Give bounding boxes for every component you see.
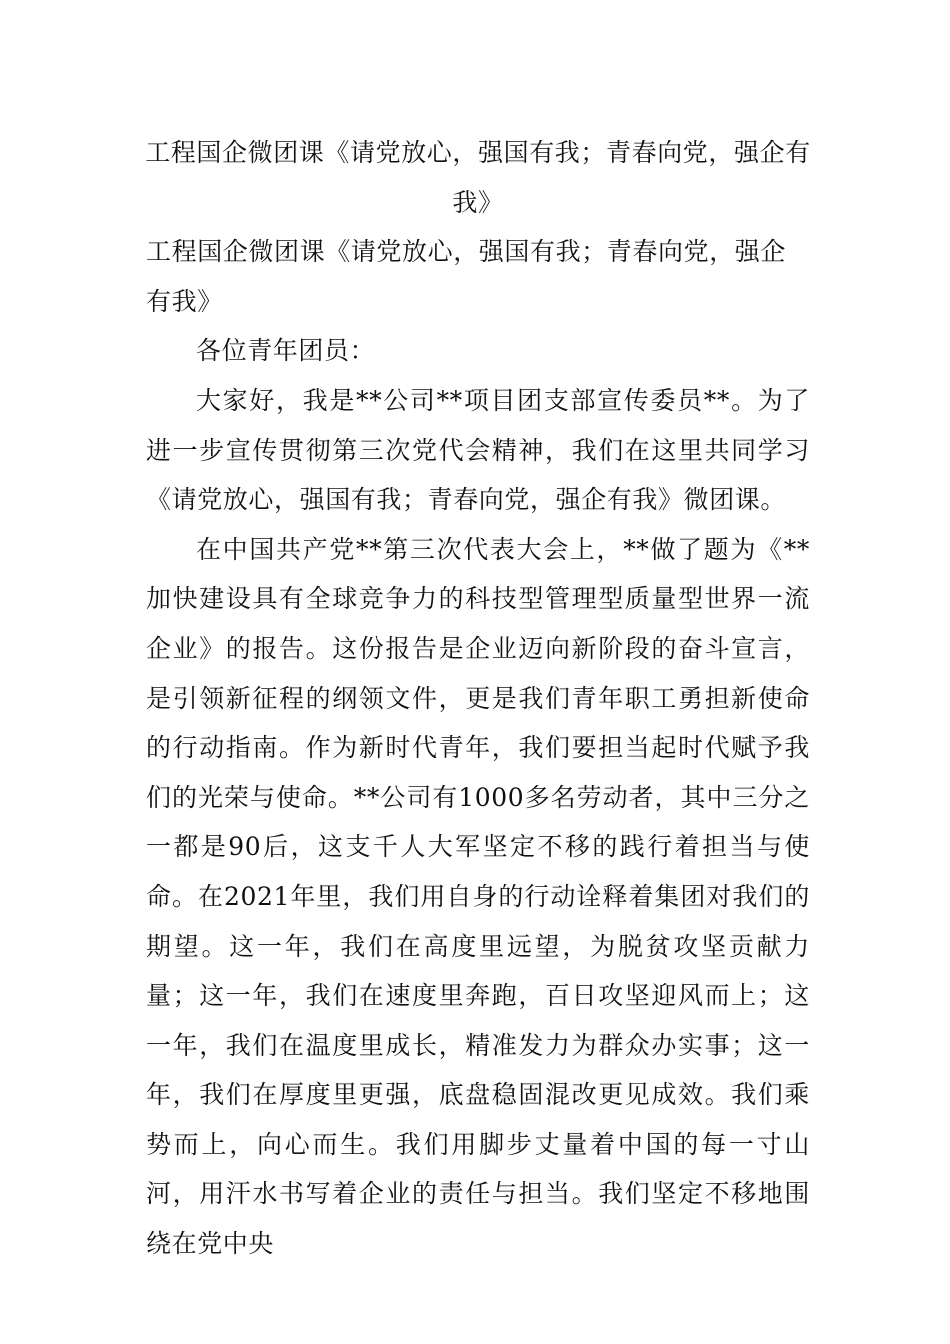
paragraph-greeting: 各位青年团员： (196, 336, 376, 366)
paragraph-report: 在中国共产党**第三次代表大会上，**做了题为《**加快建设具有全球竞争力的科技型管理型质量型世界一流企业》的报告。这份报告是企业迈向新阶段的奋斗宣言，是引领新征程的纲领文件，更是我们青年职工勇担新使命的行动指南。作为新时代青年，我们要担当起时代赋予我们的光荣与使命。**公司有1000多名劳动者，其中三分之一都是90后，这支千人大军坚定不移的践行着担当与使命。在2021年里，我们用自身的行动诠释着集团对我们的期望。这一年，我们在高度里远望，为脱贫攻坚贡献力量；这一年，我们在速度里奔跑，百日攻坚迎风而上；这一年，我们在温度里成长，精准发力为群众办实事；这一年，我们在厚度里更强，底盘稳固混改更见成效。我们乘势而上，向心而生。我们用脚步丈量着中国的每一寸山河，用汗水书写着企业的责任与担当。我们坚定不移地围绕在党中央 (146, 534, 810, 1259)
document-body (146, 128, 810, 1269)
document-title: 工程国企微团课《请党放心，强国有我；青春向党，强企有我》 (145, 138, 811, 217)
paragraph-introduction: 大家好，我是**公司**项目团支部宣传委员**。为了进一步宣传贯彻第三次党代会精神，我们在这里共同学习《请党放心，强国有我；青春向党，强企有我》微团课。 (146, 385, 810, 515)
document-subtitle: 工程国企微团课《请党放心，强国有我；青春向党，强企有我》 (146, 237, 787, 316)
